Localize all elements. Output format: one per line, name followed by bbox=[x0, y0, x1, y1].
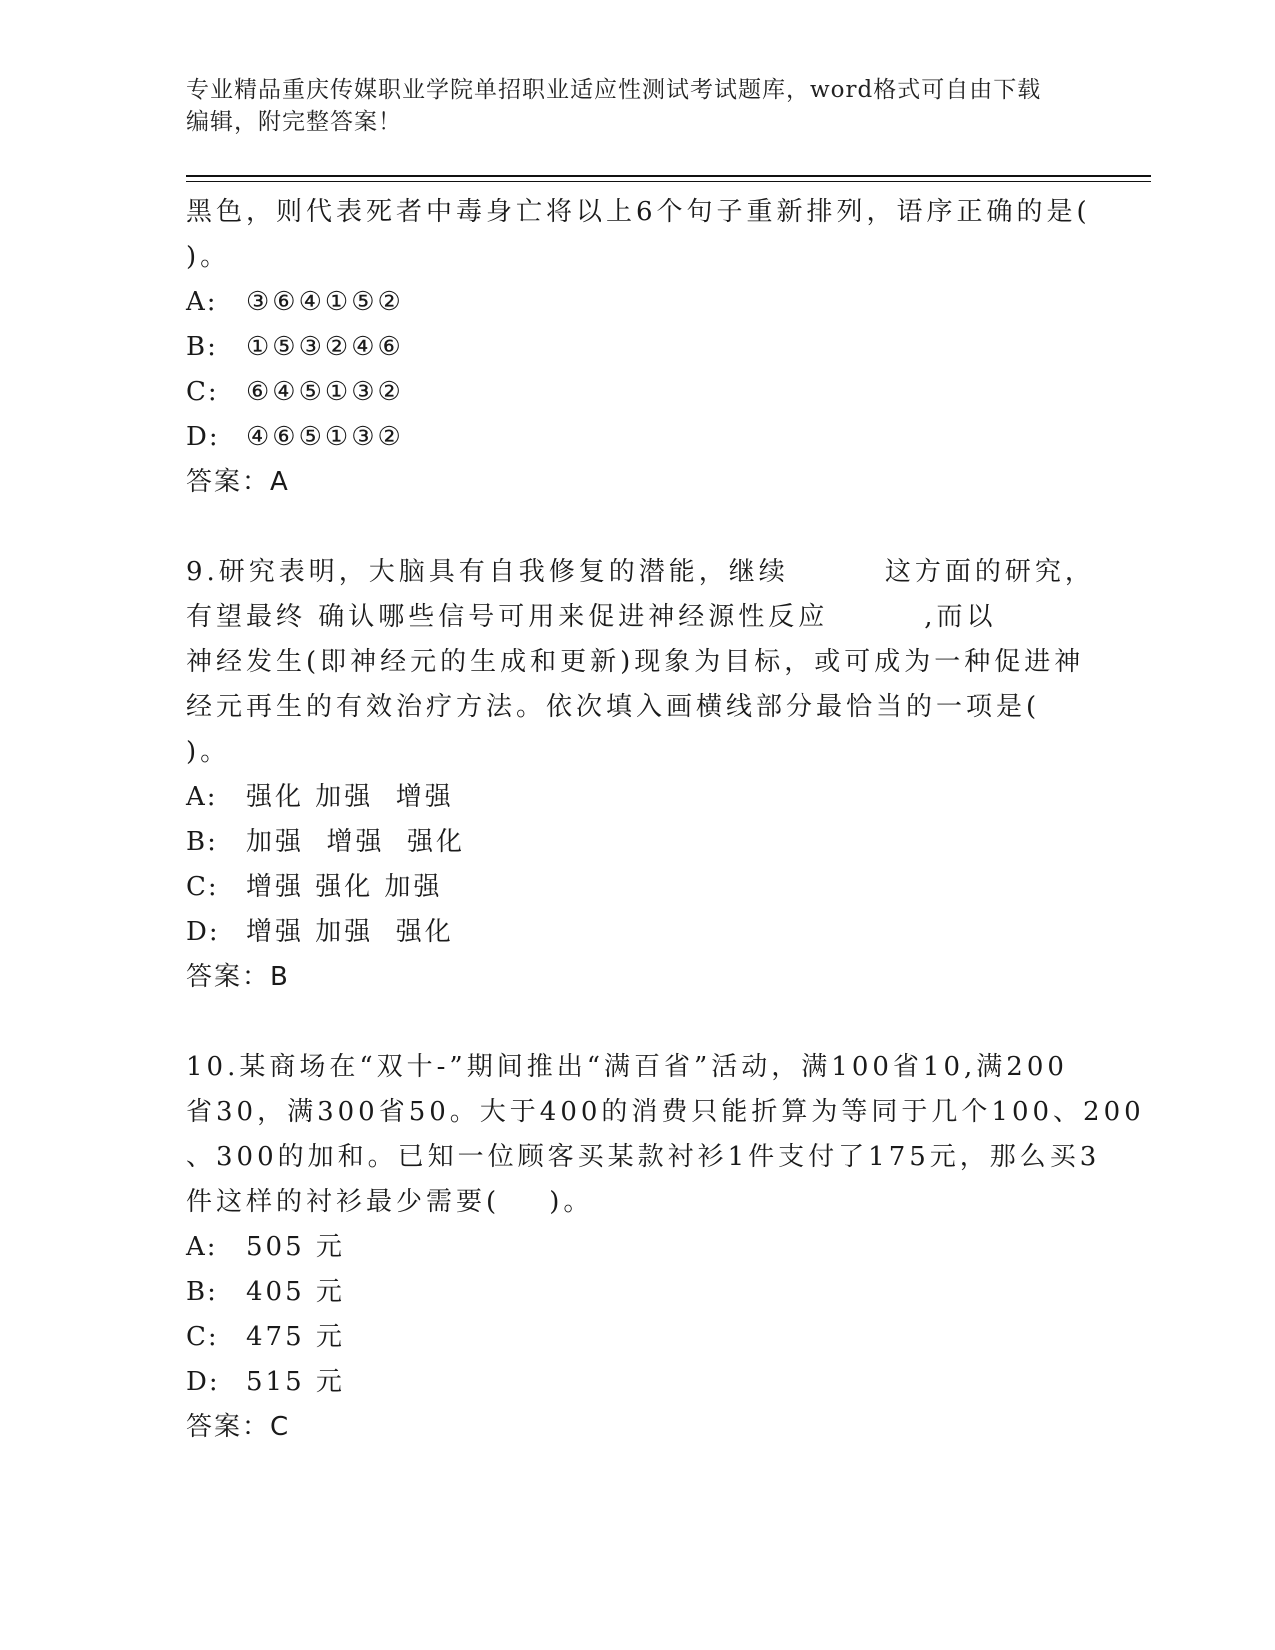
option-letter: D: bbox=[186, 1367, 220, 1397]
question-text-part: 9.研究表明，大脑具有自我修复的潜能，继续 bbox=[186, 557, 789, 587]
option-letter: D: bbox=[186, 917, 220, 947]
option-b bbox=[186, 1270, 1086, 1315]
option-letter: C: bbox=[186, 1322, 219, 1352]
option-c bbox=[186, 1315, 1086, 1360]
option-letter: A: bbox=[186, 287, 218, 317]
question-text-part: 这方面的研究， bbox=[884, 557, 1095, 587]
option-text: ⑥④⑤①③② bbox=[246, 377, 404, 407]
question-text-part: 有望最终 确认哪些信号可用来促进神经源性反应 bbox=[186, 602, 829, 632]
question-text-line: 神经发生(即神经元的生成和更新)现象为目标，或可成为一种促进神 bbox=[186, 647, 1085, 677]
option-d bbox=[186, 415, 1086, 460]
option-text: 405 元 bbox=[246, 1277, 345, 1307]
question-8 bbox=[186, 190, 1091, 505]
question-text-line: 经元再生的有效治疗方法。依次填入画横线部分最恰当的一项是( bbox=[186, 692, 1041, 722]
option-text: ③⑥④①⑤② bbox=[246, 287, 404, 317]
header-line-1: 专业精品重庆传媒职业学院单招职业适应性测试考试题库，word格式可自由下载 bbox=[186, 77, 1042, 103]
question-9 bbox=[186, 550, 1095, 1000]
spacer bbox=[186, 505, 1086, 550]
header-line-2: 编辑，附完整答案！ bbox=[186, 109, 402, 135]
question-text-line: )。 bbox=[186, 737, 231, 767]
option-letter: B: bbox=[186, 1277, 218, 1307]
answer-label: 答案：C bbox=[186, 1412, 291, 1442]
option-letter: D: bbox=[186, 422, 220, 452]
question-text-line: 10.某商场在“双十-”期间推出“满百省”活动，满100省10,满200 bbox=[186, 1052, 1068, 1082]
question-text-line: 、300的加和。已知一位顾客买某款衬衫1件支付了175元，那么买3 bbox=[186, 1142, 1101, 1172]
question-text-line bbox=[186, 550, 1095, 595]
option-c bbox=[186, 370, 1086, 415]
option-letter: B: bbox=[186, 827, 218, 857]
option-text: 增强 加强 强化 bbox=[246, 917, 454, 947]
option-a bbox=[186, 280, 1086, 325]
option-text: 515 元 bbox=[246, 1367, 345, 1397]
option-b bbox=[186, 325, 1086, 370]
question-text-line: 件这样的衬衫最少需要( )。 bbox=[186, 1187, 594, 1217]
option-b bbox=[186, 820, 1086, 865]
option-letter: A: bbox=[186, 1232, 218, 1262]
option-text: ④⑥⑤①③② bbox=[246, 422, 404, 452]
answer-label: 答案：A bbox=[186, 467, 290, 497]
question-text-line: 省30，满300省50。大于400的消费只能折算为等同于几个100、200 bbox=[186, 1097, 1145, 1127]
spacer bbox=[186, 1000, 1086, 1045]
option-text: 加强 增强 强化 bbox=[246, 827, 466, 857]
option-text: 强化 加强 增强 bbox=[246, 782, 454, 812]
answer-label: 答案：B bbox=[186, 962, 290, 992]
option-a bbox=[186, 1225, 1086, 1270]
option-letter: C: bbox=[186, 872, 219, 902]
question-text-line: )。 bbox=[186, 242, 231, 272]
option-text: 增强 强化 加强 bbox=[246, 872, 443, 902]
option-letter: C: bbox=[186, 377, 219, 407]
option-letter: A: bbox=[186, 782, 218, 812]
option-c bbox=[186, 865, 1086, 910]
question-text-line: 黑色，则代表死者中毒身亡将以上6个句子重新排列，语序正确的是( bbox=[186, 197, 1091, 227]
page-header bbox=[186, 74, 1066, 138]
option-a bbox=[186, 775, 1086, 820]
option-text: ①⑤③②④⑥ bbox=[246, 332, 404, 362]
question-text-line bbox=[186, 595, 1086, 640]
header-divider-thin bbox=[186, 181, 1151, 182]
option-text: 505 元 bbox=[246, 1232, 345, 1262]
question-10 bbox=[186, 1045, 1145, 1450]
question-text-part: ,而以 bbox=[924, 602, 997, 632]
option-letter: B: bbox=[186, 332, 218, 362]
option-text: 475 元 bbox=[246, 1322, 345, 1352]
question-content bbox=[186, 190, 1145, 1450]
option-d bbox=[186, 910, 1086, 955]
header-divider-thick bbox=[186, 175, 1151, 177]
option-d bbox=[186, 1360, 1086, 1405]
